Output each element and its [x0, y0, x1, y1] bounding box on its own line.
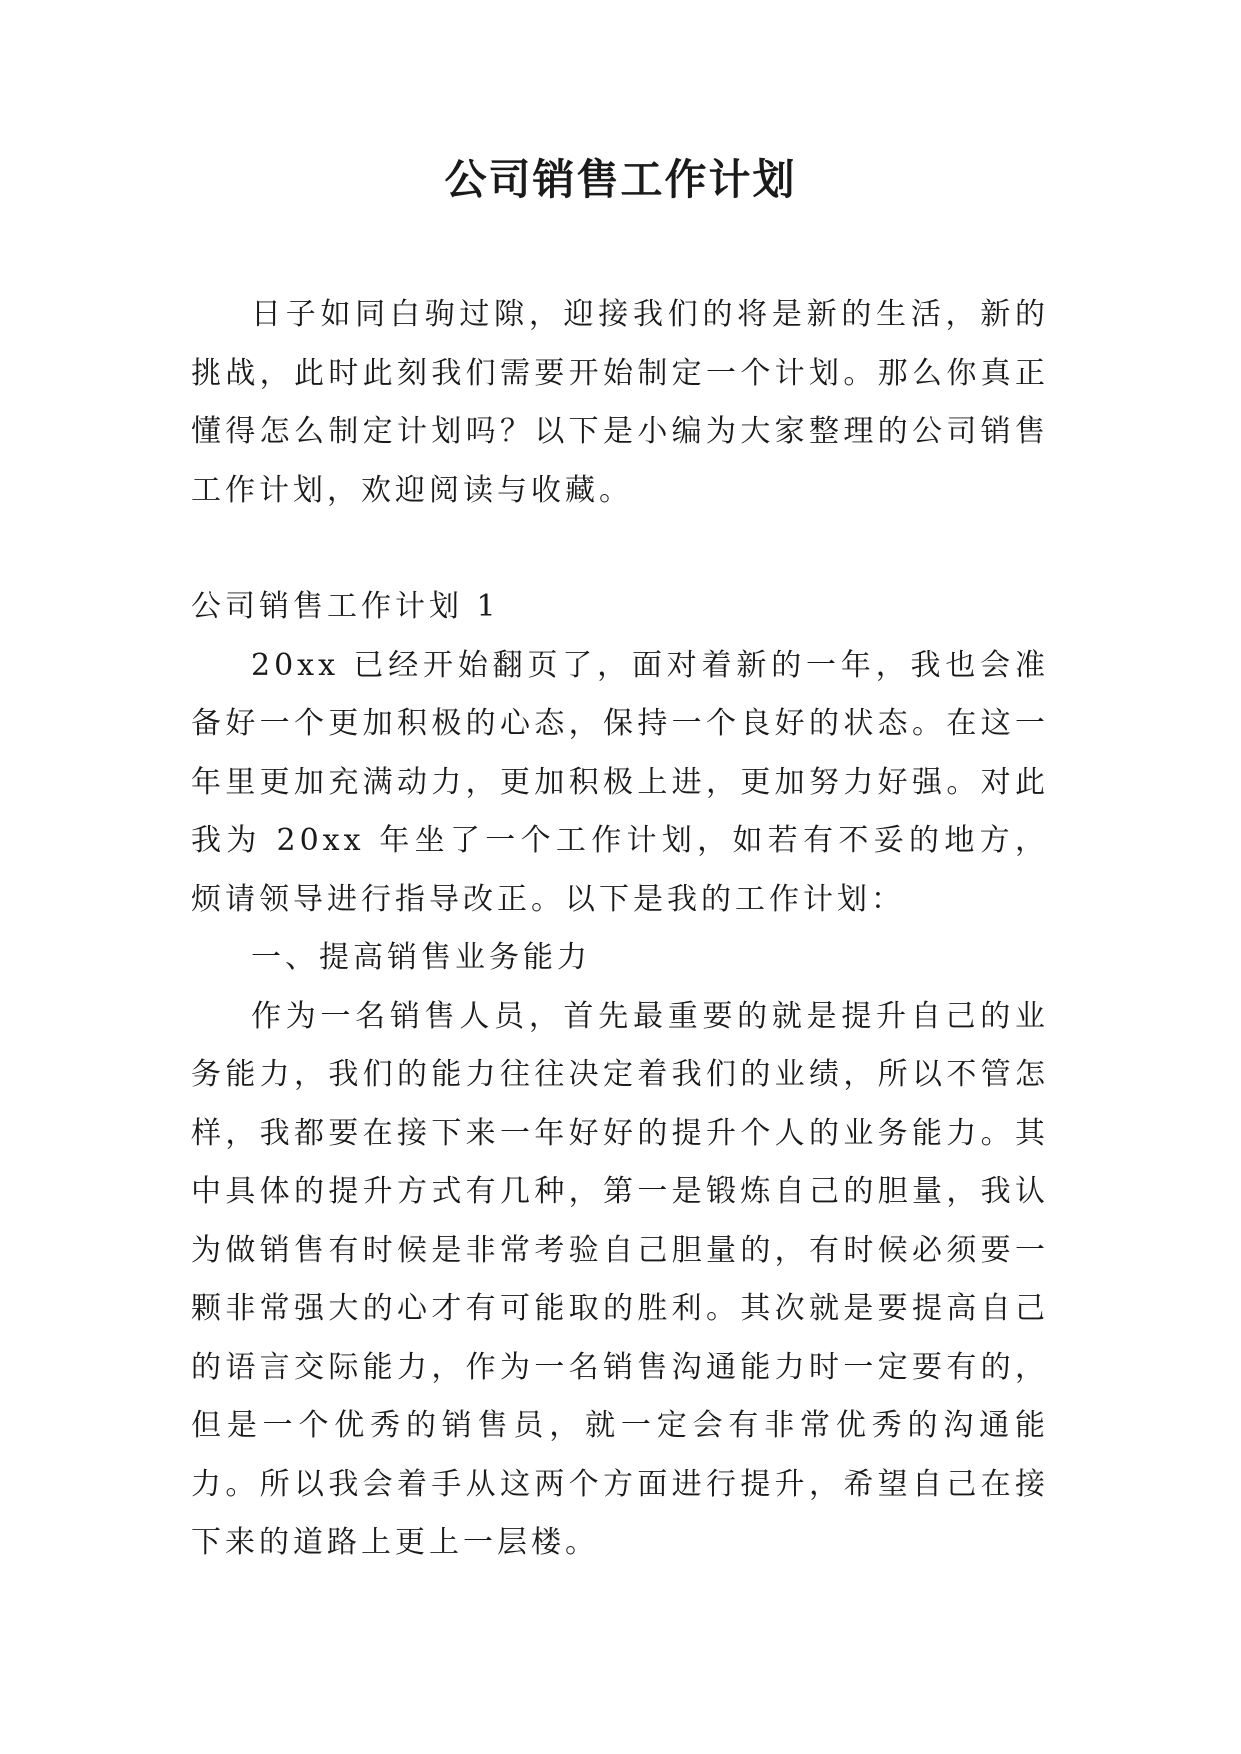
paragraph-2: 作为一名销售人员，首先最重要的就是提升自己的业务能力，我们的能力往往决定着我们的业绩，所以不管怎样，我都要在接下来一年好好的提升个人的业务能力。其中具体的提升方式有几种，第一是锻炼自己的胆量，我认为做销售有时候是非常考验自己胆量的，有时候必须要一颗非常强大的心才有可能取的胜利。其次就是要提高自己的语言交际能力，作为一名销售沟通能力时一定要有的，但是一个优秀的销售员，就一定会有非常优秀的沟通能力。所以我会着手从这两个方面进行提升，希望自己在接下来的道路上更上一层楼。: [191, 998, 1049, 1560]
paragraph-gap: [191, 520, 1049, 578]
intro-paragraph: 日子如同白驹过隙，迎接我们的将是新的生活，新的挑战，此时此刻我们需要开始制定一个计划。那么你真正懂得怎么制定计划吗？以下是小编为大家整理的公司销售工作计划，欢迎阅读与收藏。: [191, 297, 1049, 508]
document-title: 公司销售工作计划: [444, 155, 797, 204]
section-heading: 公司销售工作计划 1: [191, 589, 500, 624]
paragraph-1: 20xx 已经开始翻页了，面对着新的一年，我也会准备好一个更加积极的心态，保持一个良好的状态。在这一年里更加充满动力，更加积极上进，更加努力好强。对此我为 20xx 年坐了一个工作计划，如若有不妥的地方，烦请领导进行指导改正。以下是我的工作计划：: [191, 647, 1049, 917]
subheading-1: 一、提高销售业务能力: [251, 940, 591, 975]
document-body: [191, 286, 1049, 1573]
